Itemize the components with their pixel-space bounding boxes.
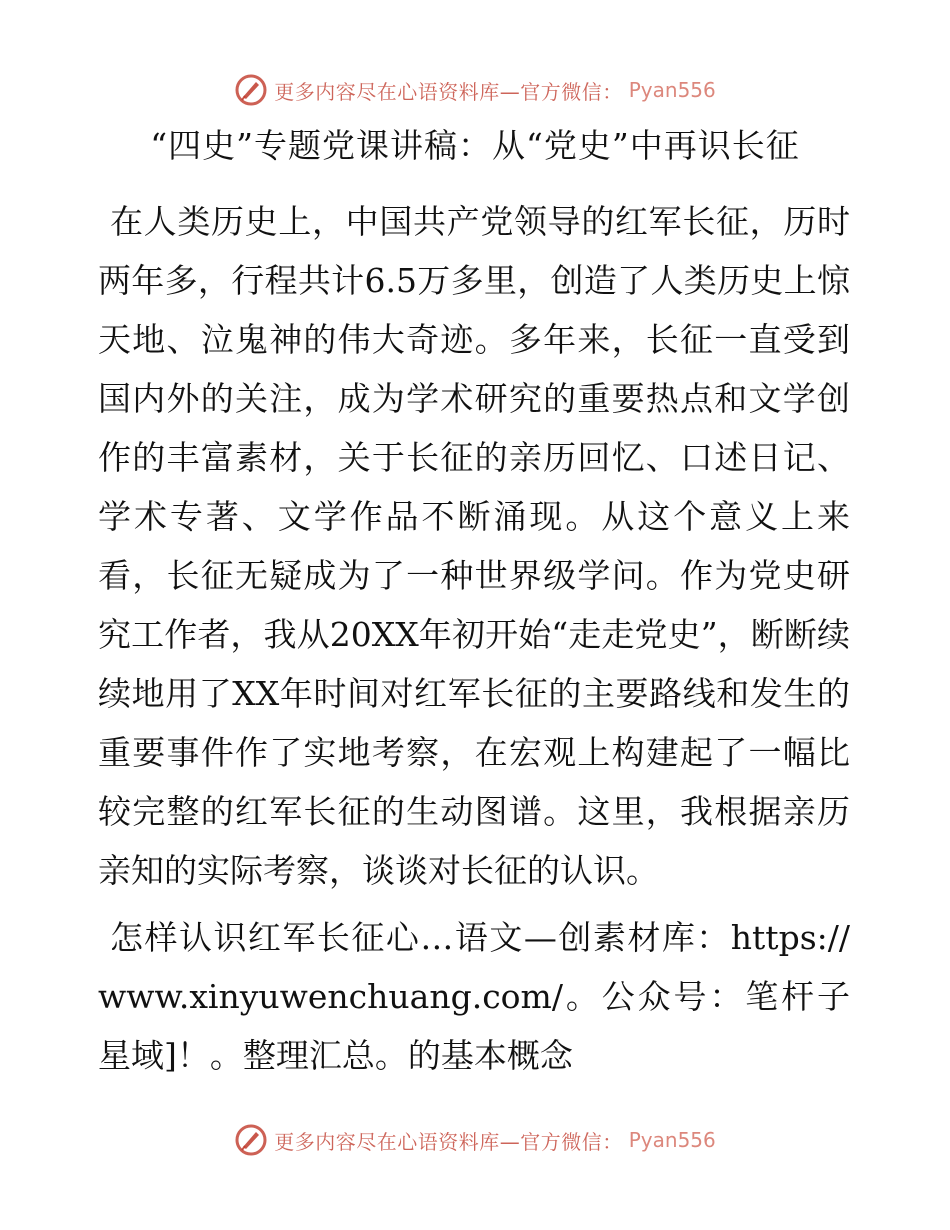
watermark-wechat-id: Pyan556 xyxy=(628,78,716,102)
footer-watermark xyxy=(0,1120,950,1160)
watermark-text: 更多内容尽在心语资料库—官方微信： xyxy=(274,79,623,104)
paragraph-intro: 在人类历史上，中国共产党领导的红军长征，历时两年多，行程共计6.5万多里，创造了人类历史上惊天地、泣鬼神的伟大奇迹。多年来，长征一直受到国内外的关注，成为学术研究的重要热点和文学创作的丰富素材，关于长征的亲历回忆、口述日记、学术专著、文学作品不断涌现。从这个意义上来看，长征无疑成为了一种世界级学问。作为党史研究工作者，我从20XX年初开始“走走党史”，断断续续地用了XX年时间对红军长征的主要路线和发生的重要事件作了实地考察，在宏观上构建起了一幅比较完整的红军长征的生动图谱。这里，我根据亲历亲知的实际考察，谈谈对长征的认识。 xyxy=(98,202,850,890)
header-watermark xyxy=(0,70,950,110)
watermark-text: 更多内容尽在心语资料库—官方微信： xyxy=(274,1129,623,1154)
paragraph-concept: 怎样认识红军长征心…语文—创素材库：https://www.xinyuwenchuang.com/。公众号：笔杆子星域]！。整理汇总。的基本概念 xyxy=(98,918,850,1075)
watermark-wechat-id: Pyan556 xyxy=(628,1128,716,1152)
quill-logo-icon xyxy=(234,73,268,107)
quill-logo-icon xyxy=(234,1123,268,1157)
document-title: “四史”专题党课讲稿：从“党史”中再识长征 xyxy=(150,126,800,165)
